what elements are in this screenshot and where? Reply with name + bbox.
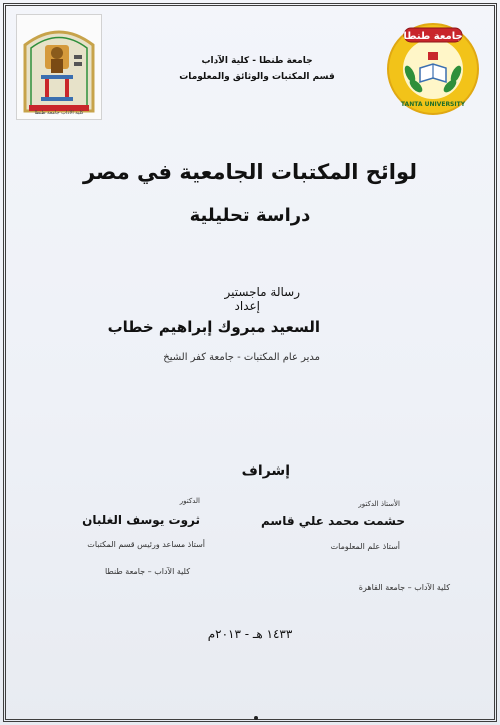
author-position: مدير عام المكتبات - جامعة كفر الشيخ (163, 352, 320, 363)
supervision-heading: إشراف (241, 463, 290, 479)
supervisor-2-position: أستاذ مساعد ورئيس قسم المكتبات (87, 540, 205, 549)
supervisor-2-affiliation: كلية الآداب – جامعة طنطا (104, 567, 190, 576)
seal-arabic-label: جامعة طنطا (403, 31, 463, 42)
tanta-university-seal-icon (386, 22, 480, 116)
thesis-title: لوائح المكتبات الجامعية في مصر (82, 160, 418, 184)
department-line: قسم المكتبات والوثائق والمعلومات (179, 72, 335, 82)
prepared-by-label: إعداد (234, 299, 260, 313)
university-faculty-line: جامعة طنطا - كلية الآداب (201, 56, 313, 66)
submission-date: ١٤٣٣ هـ - ٢٠١٣م (207, 627, 293, 641)
thesis-type: رسالة ماجستير (224, 285, 300, 299)
seal-english-label: TANTA UNIVERSITY (400, 101, 466, 108)
faculty-of-arts-crest-icon (16, 14, 102, 120)
crest-caption: كلية الآداب جامعة طنطا (34, 110, 84, 116)
supervisor-1-name: حشمت محمد علي قاسم (260, 514, 405, 528)
supervisor-1-affiliation: كلية الآداب – جامعة القاهرة (358, 583, 450, 592)
author-name: السعيد مبروك إبراهيم خطاب (107, 318, 320, 336)
supervisor-1-position: أستاذ علم المعلومات (330, 542, 400, 551)
thesis-subtitle: دراسة تحليلية (189, 205, 311, 226)
supervisor-2-name: ثروت يوسف الغلبان (82, 513, 200, 527)
supervisor-2-title: الدكتور (179, 497, 200, 505)
page-dot (254, 716, 258, 720)
supervisor-1-title: الأستاذ الدكتور (358, 500, 400, 508)
